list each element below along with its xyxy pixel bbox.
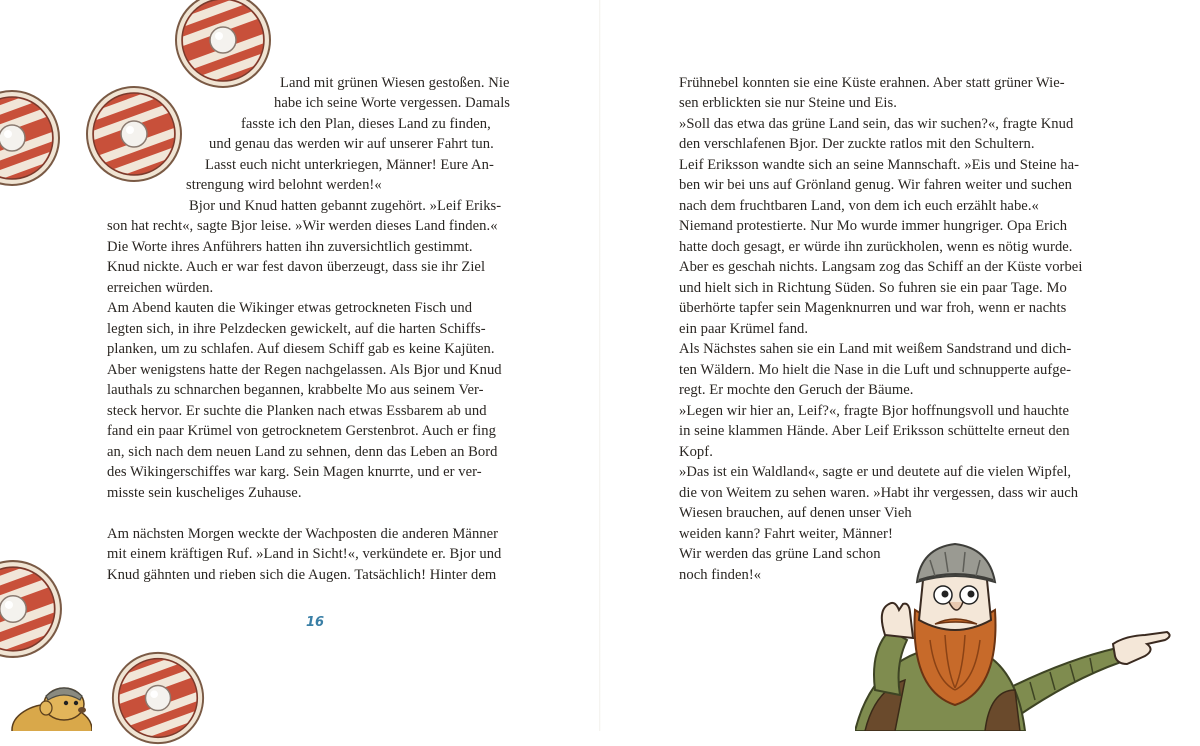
- text-line: Land mit grünen Wiesen gestoßen. Nie: [280, 75, 510, 91]
- text-line: habe ich seine Worte vergessen. Damals: [274, 95, 511, 111]
- text-line: hatte doch gesagt, er würde ihn zurückholen, wenn es nötig wurde.: [679, 239, 1073, 255]
- text-line: erreichen würden.: [107, 280, 214, 296]
- text-line: mit einem kräftigen Ruf. »Land in Sicht!«, verkündete er. Bjor und: [107, 546, 502, 562]
- text-line: planken, um zu schlafen. Auf diesem Schiff gab es keine Kajüten.: [107, 341, 495, 357]
- mo-mouse-illustration: [6, 678, 92, 731]
- text-line: Bjor und Knud hatten gebannt zugehört. »Leif Eriks-: [189, 198, 502, 214]
- text-line: Wiesen brauchen, auf denen unser Vieh: [679, 505, 912, 521]
- text-line: »Soll das etwa das grüne Land sein, das wir suchen?«, fragte Knud: [679, 116, 1074, 132]
- text-line: strengung wird belohnt werden!«: [186, 177, 382, 193]
- text-line: Niemand protestierte. Nur Mo wurde immer hungriger. Opa Erich: [679, 218, 1068, 234]
- text-line: Lasst euch nicht unterkriegen, Männer! Eure An-: [205, 157, 494, 173]
- text-line: noch finden!«: [679, 567, 762, 583]
- text-line: Frühnebel konnten sie eine Küste erahnen. Aber statt grüner Wie-: [679, 75, 1065, 91]
- text-line: den verschlafenen Bjor. Der zuckte ratlos mit den Schultern.: [679, 136, 1035, 152]
- text-line: an, sich nach dem neuen Land zu sehnen, denn das Leben an Bord: [107, 444, 498, 460]
- text-line: fand ein paar Krümel von getrocknetem Gerstenbrot. Auch er fing: [107, 423, 496, 439]
- text-line: des Wikingerschiffes war karg. Sein Magen knurrte, und er ver-: [107, 464, 482, 480]
- text-line: weiden kann? Fahrt weiter, Männer!: [679, 526, 893, 542]
- viking-shield-icon: [110, 650, 206, 746]
- text-line: die von Weitem zu sehen waren. »Habt ihr vergessen, dass wir auch: [679, 485, 1079, 501]
- text-line: Wir werden das grüne Land schon: [679, 546, 881, 562]
- text-line: Leif Eriksson wandte sich an seine Mannschaft. »Eis und Steine ha-: [679, 157, 1080, 173]
- viking-shield-icon: [173, 0, 273, 90]
- viking-shield-icon: [0, 558, 64, 660]
- page-number: 16: [305, 615, 325, 630]
- text-line: und hielt sich in Richtung Süden. So fuhren sie ein paar Tage. Mo: [679, 280, 1067, 296]
- text-line: legten sich, in ihre Pelzdecken gewickelt, auf die harten Schiffs-: [107, 321, 486, 337]
- text-line: Knud gähnten und rieben sich die Augen. Tatsächlich! Hinter dem: [107, 567, 497, 583]
- text-line: Aber wenigstens hatte der Regen nachgelassen. Als Bjor und Knud: [107, 362, 502, 378]
- text-line: ein paar Krümel fand.: [679, 321, 809, 337]
- text-line: in seine klammen Hände. Aber Leif Eriksson schüttelte erneut den: [679, 423, 1070, 439]
- text-line: Als Nächstes sahen sie ein Land mit weißem Sandstrand und dich-: [679, 341, 1072, 357]
- text-line: ben wir bei uns auf Grönland genug. Wir fahren weiter und suchen: [679, 177, 1073, 193]
- text-line: »Legen wir hier an, Leif?«, fragte Bjor hoffnungsvoll und hauchte: [679, 403, 1069, 419]
- text-line: son hat recht«, sagte Bjor leise. »Wir werden dieses Land finden.«: [107, 218, 498, 234]
- text-line: sen erblickten sie nur Steine und Eis.: [679, 95, 897, 111]
- text-line: ten Wäldern. Mo hielt die Nase in die Luft und schnupperte aufge-: [679, 362, 1072, 378]
- text-line: steck hervor. Er suchte die Planken nach etwas Essbarem ab und: [107, 403, 487, 419]
- viking-shield-icon: [0, 88, 62, 188]
- text-line: Kopf.: [679, 444, 713, 460]
- leif-eriksson-pointing-illustration: [855, 540, 1175, 731]
- viking-shield-icon: [84, 84, 184, 184]
- text-line: misste sein kuscheliges Zuhause.: [107, 485, 302, 501]
- text-line: nach dem fruchtbaren Land, von dem ich euch erzählt habe.«: [679, 198, 1039, 214]
- text-line: und genau das werden wir auf unserer Fahrt tun.: [209, 136, 494, 152]
- text-line: Am Abend kauten die Wikinger etwas getrockneten Fisch und: [107, 300, 473, 316]
- text-line: regt. Er mochte den Geruch der Bäume.: [679, 382, 914, 398]
- text-line: Am nächsten Morgen weckte der Wachposten die anderen Männer: [107, 526, 499, 542]
- text-line: lauthals zu schnarchen begannen, krabbelte Mo aus seinem Ver-: [107, 382, 484, 398]
- text-line: »Das ist ein Waldland«, sagte er und deutete auf die vielen Wipfel,: [679, 464, 1072, 480]
- text-line: Aber es geschah nichts. Langsam zog das Schiff an der Küste vorbei: [679, 259, 1083, 275]
- text-line: Knud nickte. Auch er war fest davon überzeugt, dass sie ihr Ziel: [107, 259, 486, 275]
- text-line: fasste ich den Plan, dieses Land zu finden,: [241, 116, 491, 132]
- text-line: überhörte tapfer sein Magenknurren und war froh, wenn er nachts: [679, 300, 1067, 316]
- text-line: Die Worte ihres Anführers hatten ihn zuversichtlich gestimmt.: [107, 239, 473, 255]
